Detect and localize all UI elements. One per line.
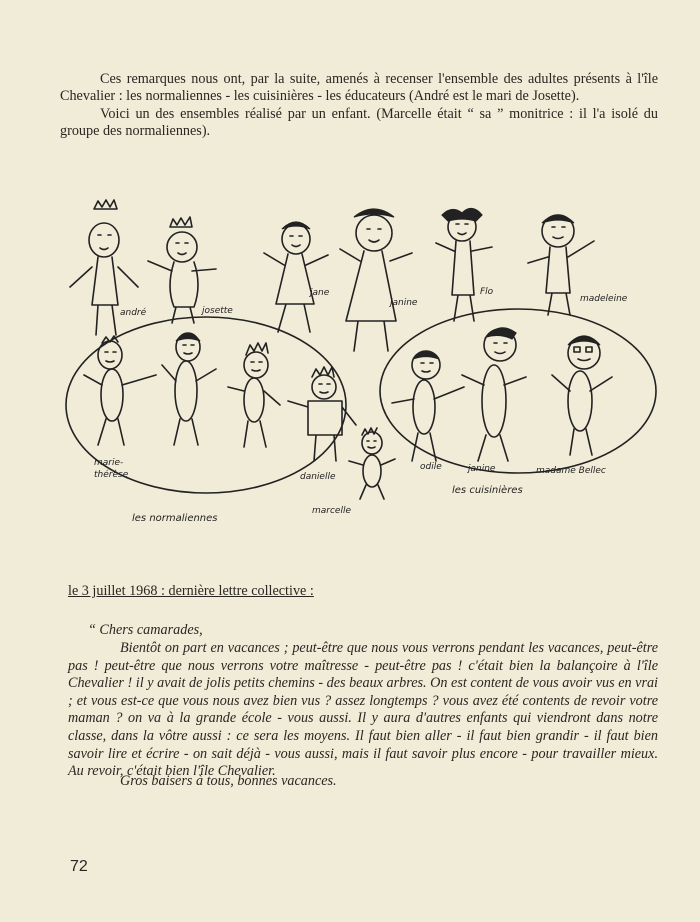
label-jane: jane — [310, 288, 330, 298]
cuisinieres-ellipse — [380, 309, 656, 473]
label-madame-bellec: madame Bellec — [536, 466, 606, 476]
figure-normalienne-3 — [228, 343, 280, 447]
figure-normalienne-2 — [162, 333, 216, 445]
letter-body: Bientôt on part en vacances ; peut-être que nous vous verrons pendant les vacances, peut-être pas ! peut-être que nous verrons votre maîtresse - peut-être pas ! c'était bien la balançoire à l'île Chevalier ! il y avait de jolis petits chemins - des beaux arbres. On est content de vous avoir vus en vrai ; et vous est-ce que vous nous avez bien vus ? assez longtemps ? vous avez été contents de revoir votre maman ? on va à la grande école - vous aussi. Il y aura d'autres enfants qui viendront dans notre classe, dans la vôtre aussi : ce sera les moyens. Il faut bien aller - il faut bien grandir - il faut bien savoir lire et écrire - on sait déjà - vous aussi, mais il faut savoir plus encore - pour travailler mieux. Au revoir, c'était bien l'île Chevalier. — [68, 640, 658, 780]
figure-janine-cook — [462, 328, 526, 461]
label-marcelle: marcelle — [312, 506, 352, 516]
letter-closing: Gros baisers à tous, bonnes vacances. — [120, 773, 337, 789]
label-andre: andré — [120, 308, 147, 318]
label-danielle: danielle — [300, 472, 336, 482]
intro-paragraph-2: Voici un des ensembles réalisé par un enfant. (Marcelle était “ sa ” monitrice : il l'a isolé du groupe des normaliennes). — [60, 106, 658, 139]
figure-jane — [264, 222, 328, 332]
label-normaliennes: les normaliennes — [132, 513, 218, 524]
label-flo: Flo — [480, 287, 494, 297]
label-odile: odile — [420, 462, 442, 472]
figure-odile — [392, 351, 464, 461]
figure-marcelle — [349, 428, 395, 499]
label-madeleine: madeleine — [580, 294, 628, 304]
children-drawing — [58, 195, 658, 525]
label-janine-top: janine — [390, 298, 418, 308]
page-number: 72 — [70, 858, 88, 875]
figure-flo — [436, 208, 492, 321]
label-cuisinieres: les cuisinières — [452, 485, 523, 496]
figure-madame-bellec — [552, 336, 612, 455]
label-therese: thérèse — [94, 470, 129, 480]
letter-heading: le 3 juillet 1968 : dernière lettre collective : — [68, 583, 314, 599]
letter-salutation: “ Chers camarades, — [88, 622, 203, 638]
label-josette: josette — [202, 306, 233, 316]
intro-paragraph-1: Ces remarques nous ont, par la suite, amenés à recenser l'ensemble des adultes présents à l'île Chevalier : les normaliennes - les cuisinières - les éducateurs (André est le mari de Josette). — [60, 71, 658, 104]
label-janine-cook: janine — [468, 464, 496, 474]
label-marie: marie- — [94, 458, 124, 468]
figure-janine-top — [340, 209, 412, 351]
